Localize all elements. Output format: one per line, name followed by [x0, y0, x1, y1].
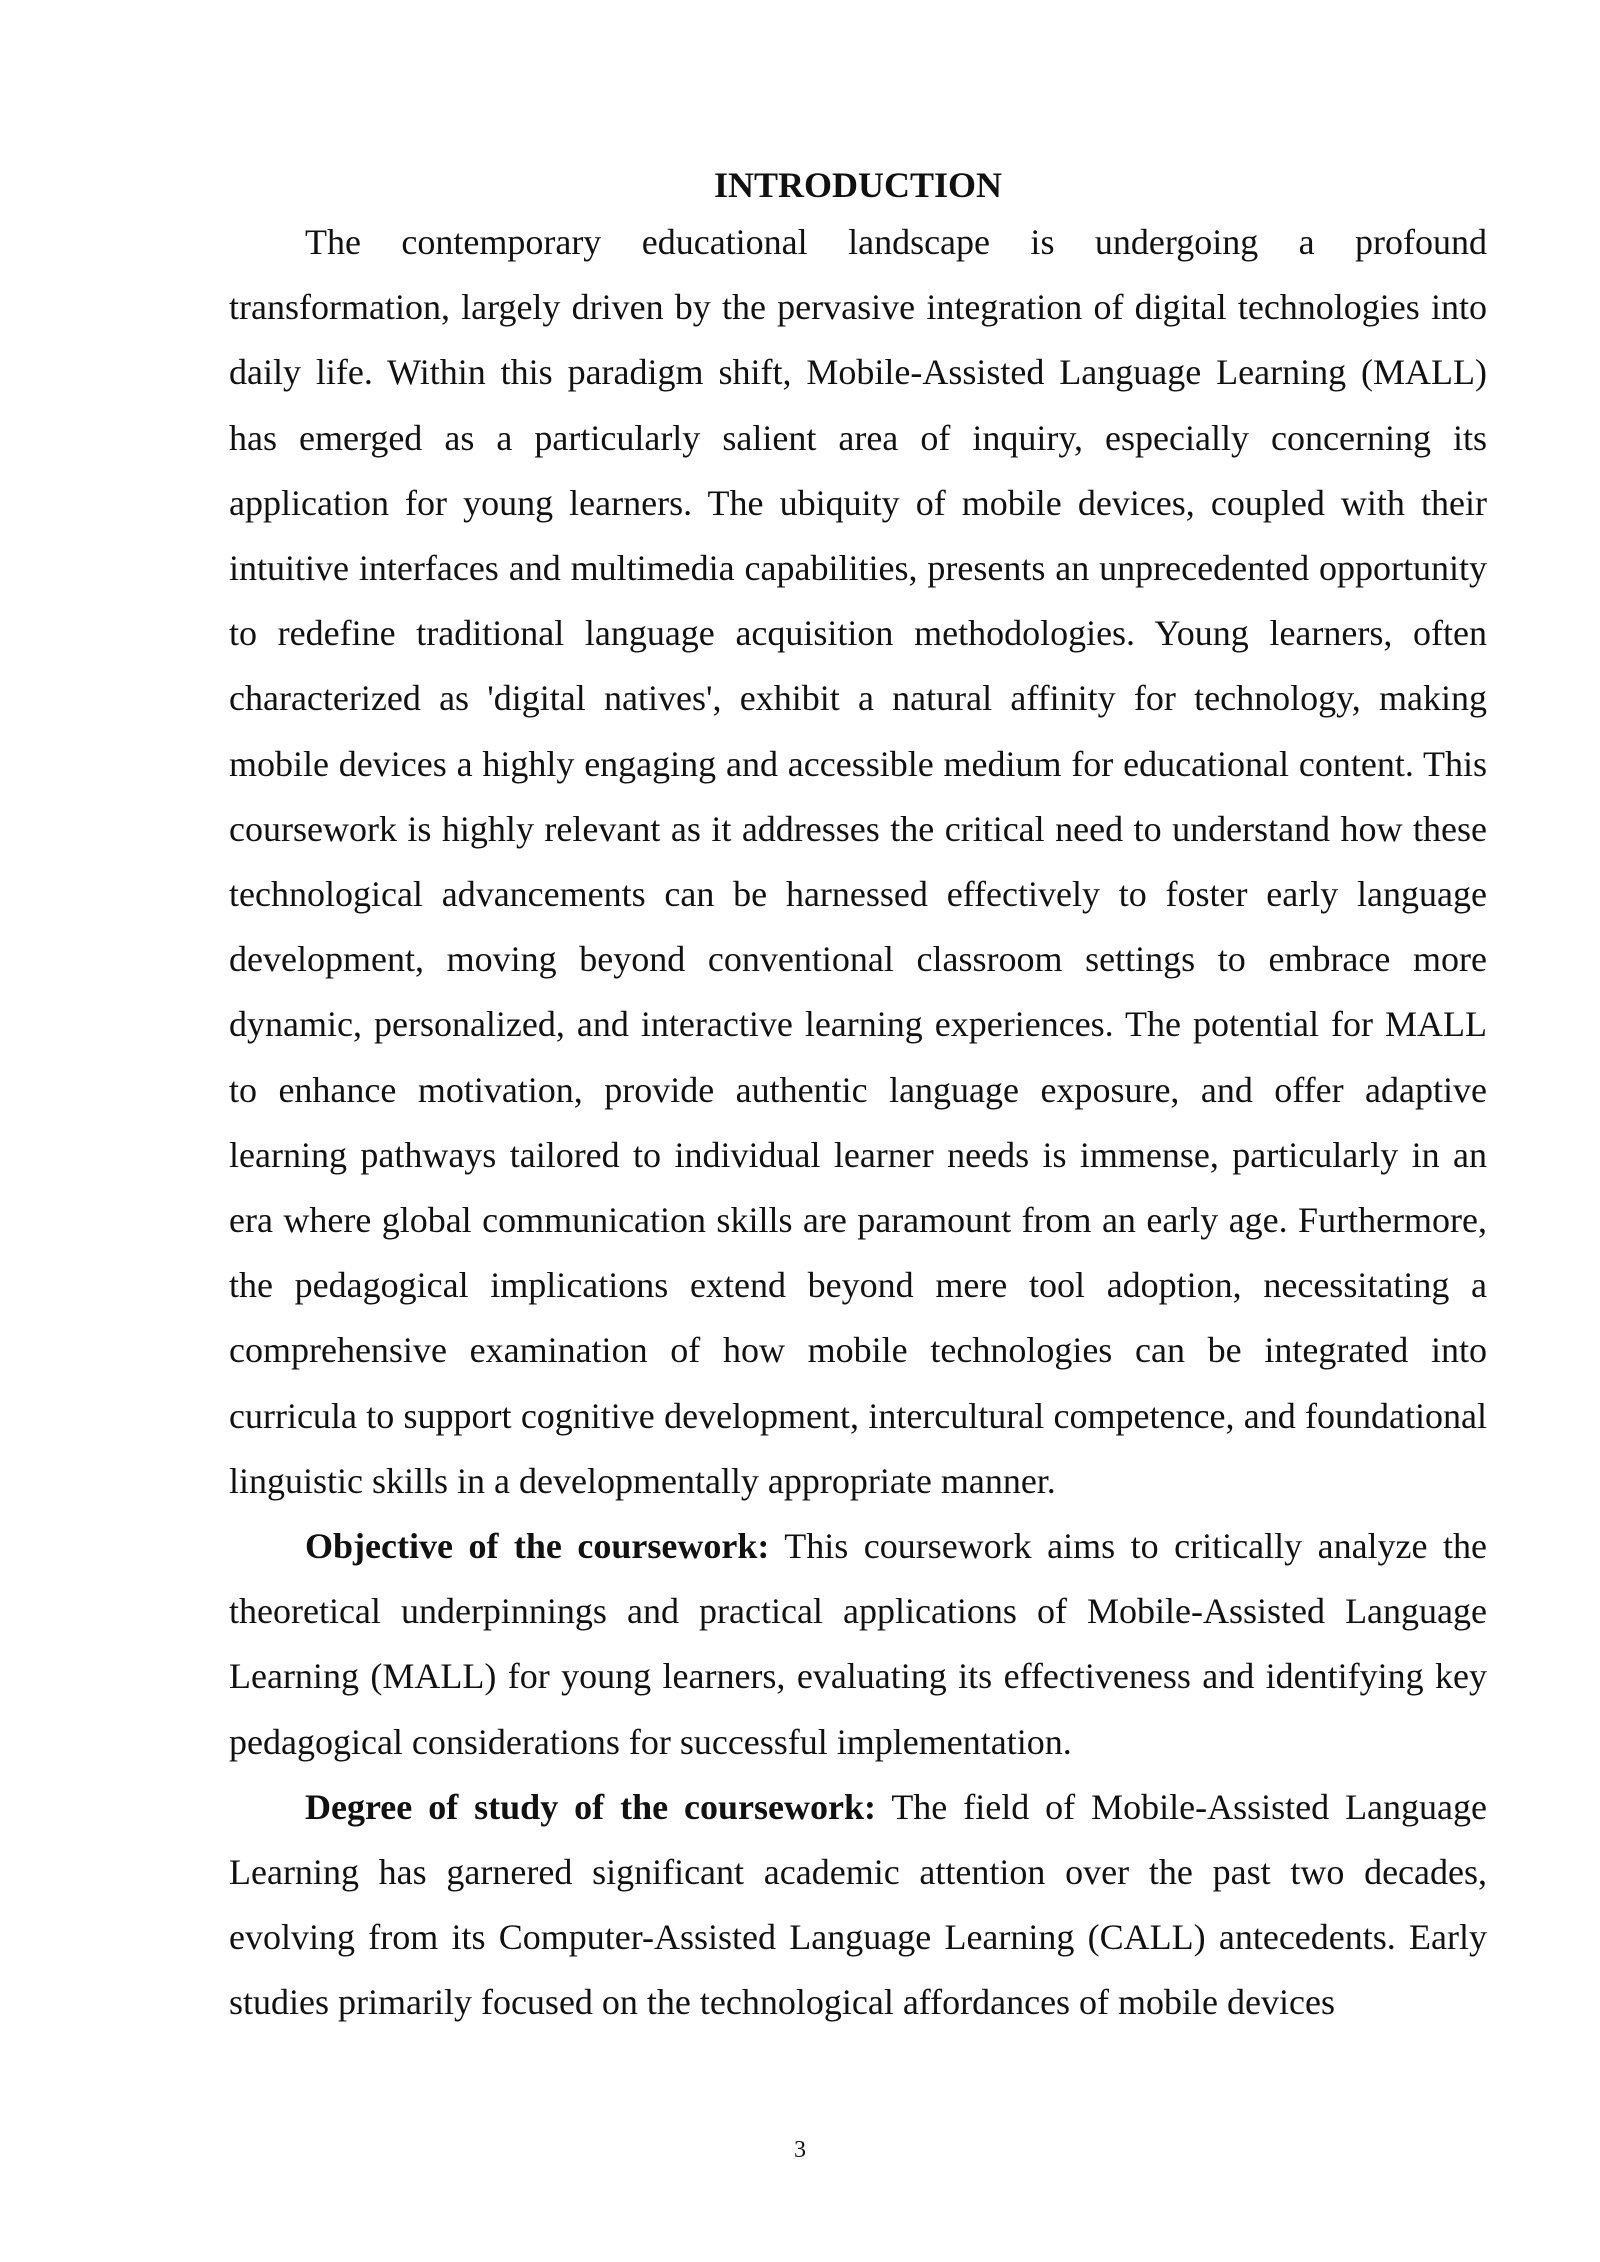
- page-number: 3: [794, 2137, 806, 2163]
- objective-text: This coursework aims to critically analyze the theoretical underpinnings and practical applications of Mobile-Assisted Language Learning (MALL) for young learners, evaluating its effectiveness and identifying key pedagogical considerations for successful implementation.: [229, 1526, 1487, 1762]
- section-heading: INTRODUCTION: [713, 165, 1003, 205]
- objective-label: Objective of the coursework:: [305, 1526, 770, 1567]
- degree-of-study-text: The field of Mobile-Assisted Language Learning has garnered significant academic attention over the past two decades, evolving from its Computer-Assisted Language Learning (CALL) antecedents. Early studies primarily focused on the technological affordances of mobile devices: [229, 1786, 1487, 2023]
- degree-of-study-paragraph: [229, 1775, 1487, 2036]
- objective-paragraph: [229, 1514, 1487, 1775]
- degree-of-study-label: Degree of study of the coursework:: [305, 1786, 877, 1827]
- page-content: [229, 160, 1487, 2036]
- intro-paragraph: The contemporary educational landscape is undergoing a profound transformation, largely driven by the pervasive integration of digital technologies into daily life. Within this paradigm shift, Mobile-Assisted Language Learning (MALL) has emerged as a particularly salient area of inquiry, especially concerning its application for young learners. The ubiquity of mobile devices, coupled with their intuitive interfaces and multimedia capabilities, presents an unprecedented opportunity to redefine traditional language acquisition methodologies. Young learners, often characterized as 'digital natives', exhibit a natural affinity for technology, making mobile devices a highly engaging and accessible medium for educational content. This coursework is highly relevant as it addresses the critical need to understand how these technological advancements can be harnessed effectively to foster early language development, moving beyond conventional classroom settings to embrace more dynamic, personalized, and interactive learning experiences. The potential for MALL to enhance motivation, provide authentic language exposure, and offer adaptive learning pathways tailored to individual learner needs is immense, particularly in an era where global communication skills are paramount from an early age. Furthermore, the pedagogical implications extend beyond mere tool adoption, necessitating a comprehensive examination of how mobile technologies can be integrated into curricula to support cognitive development, intercultural competence, and foundational linguistic skills in a developmentally appropriate manner.: [229, 222, 1487, 1501]
